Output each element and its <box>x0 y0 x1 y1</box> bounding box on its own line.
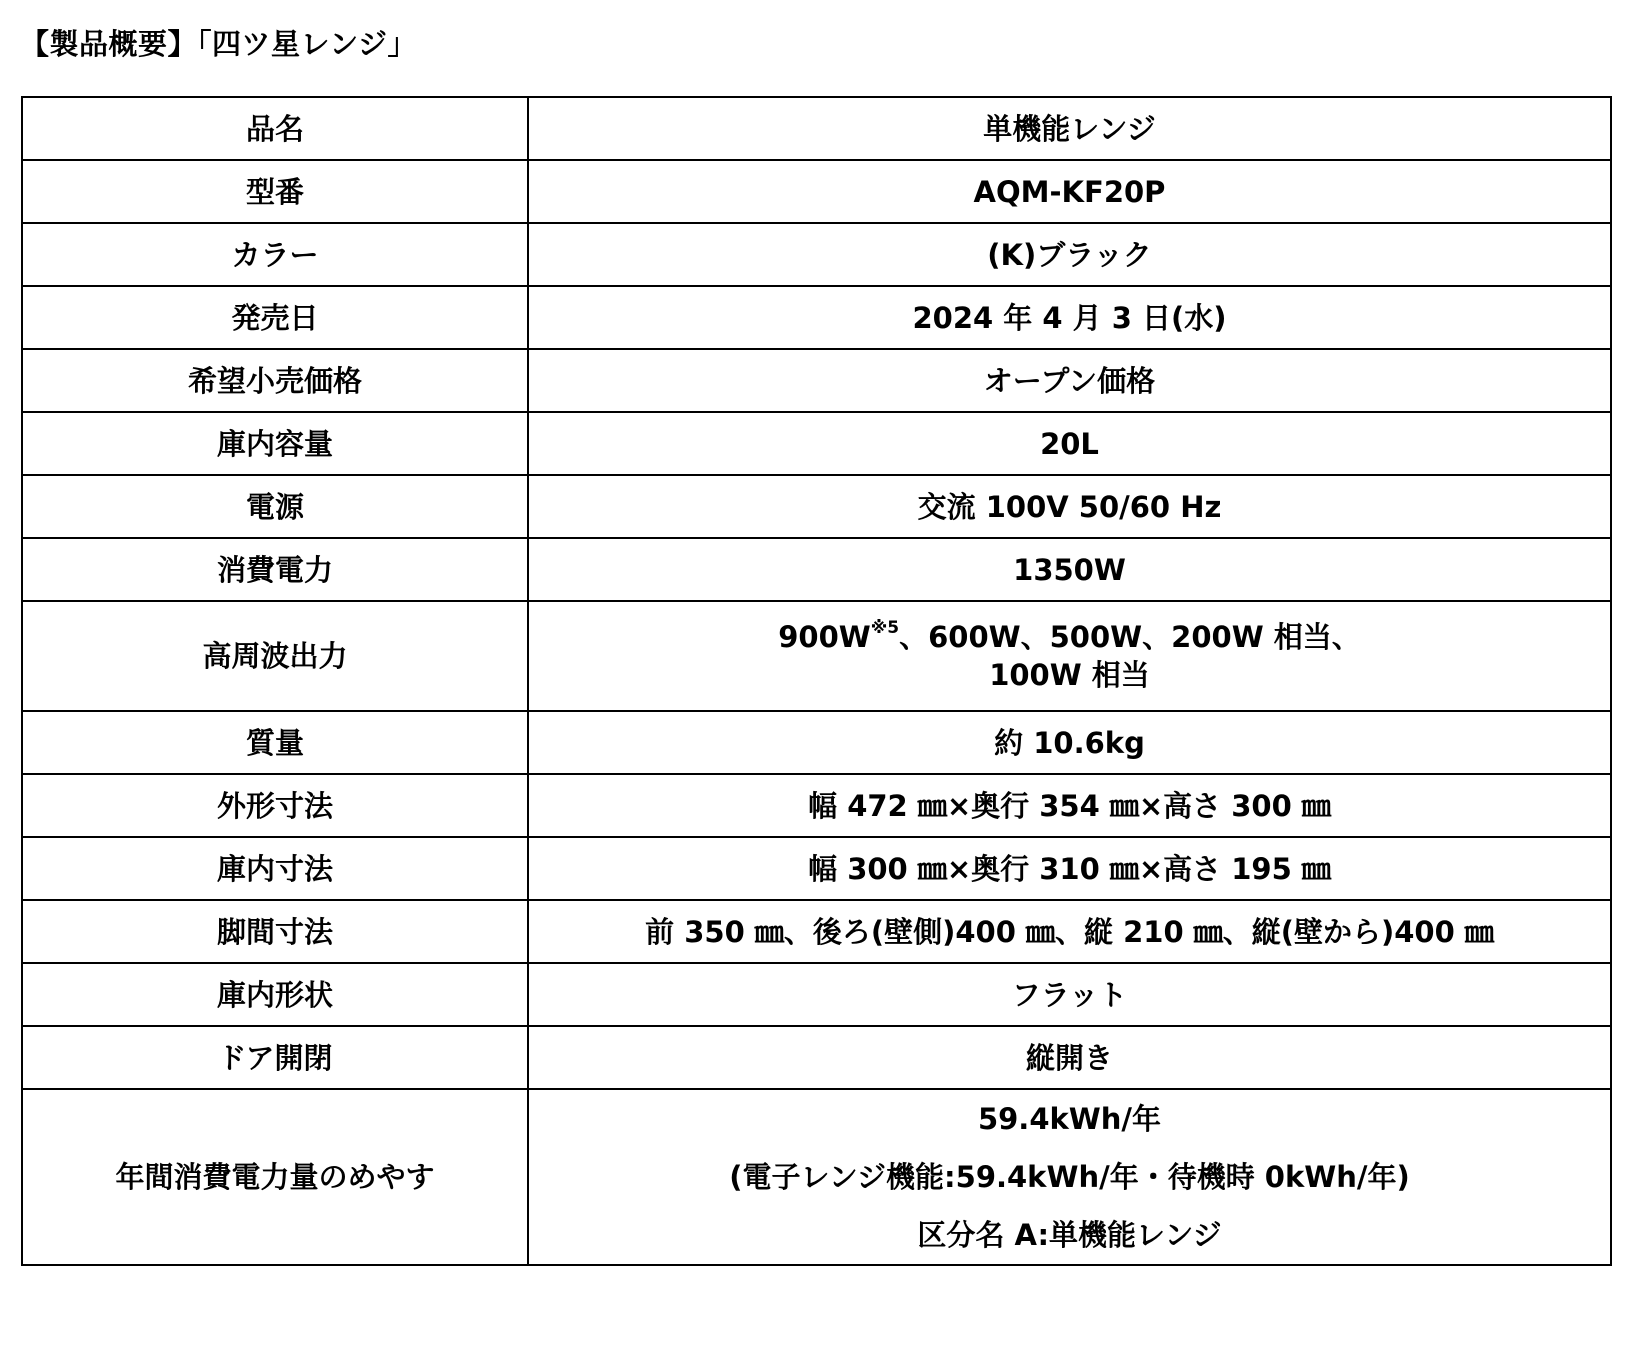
spec-row-leg-spacing <box>22 900 1611 963</box>
footnote-marker: ※5 <box>870 618 900 638</box>
spec-row-capacity <box>22 412 1611 475</box>
spec-value: 前 350 ㎜、後ろ(壁側)400 ㎜、縦 210 ㎜、縦(壁から)400 ㎜ <box>528 900 1611 963</box>
spec-row-retail-price <box>22 349 1611 412</box>
spec-value: 縦開き <box>528 1026 1611 1089</box>
spec-row-internal-dimensions <box>22 837 1611 900</box>
spec-value: 20L <box>528 412 1611 475</box>
spec-label: 質量 <box>22 711 528 774</box>
spec-label: 庫内寸法 <box>22 837 528 900</box>
spec-value: 交流 100V 50/60 Hz <box>528 475 1611 538</box>
spec-label: 高周波出力 <box>22 601 528 711</box>
spec-label: 年間消費電力量のめやす <box>22 1089 528 1265</box>
spec-label: 脚間寸法 <box>22 900 528 963</box>
spec-value: (K)ブラック <box>528 223 1611 286</box>
spec-table <box>21 96 1612 1266</box>
output-main: 900W <box>778 620 871 654</box>
spec-label: 発売日 <box>22 286 528 349</box>
spec-label: 希望小売価格 <box>22 349 528 412</box>
spec-row-release-date <box>22 286 1611 349</box>
spec-row-power-consumption <box>22 538 1611 601</box>
spec-label: 庫内形状 <box>22 963 528 1026</box>
spec-label: 庫内容量 <box>22 412 528 475</box>
spec-value: 幅 472 ㎜×奥行 354 ㎜×高さ 300 ㎜ <box>528 774 1611 837</box>
spec-value: 2024 年 4 月 3 日(水) <box>528 286 1611 349</box>
spec-value: 単機能レンジ <box>528 97 1611 160</box>
spec-row-output <box>22 601 1611 711</box>
spec-label: ドア開閉 <box>22 1026 528 1089</box>
spec-row-color <box>22 223 1611 286</box>
spec-row-interior-shape <box>22 963 1611 1026</box>
spec-label: 電源 <box>22 475 528 538</box>
energy-line-2: (電子レンジ機能:59.4kWh/年・待機時 0kWh/年) <box>729 1160 1410 1194</box>
output-line-1 <box>535 618 1604 656</box>
spec-label: 外形寸法 <box>22 774 528 837</box>
spec-value: 約 10.6kg <box>528 711 1611 774</box>
energy-line-3: 区分名 A:単機能レンジ <box>917 1218 1222 1252</box>
output-line-2: 100W 相当 <box>989 658 1150 692</box>
spec-label: 品名 <box>22 97 528 160</box>
spec-value <box>528 601 1611 711</box>
spec-row-model-number <box>22 160 1611 223</box>
spec-label: カラー <box>22 223 528 286</box>
spec-value: 幅 300 ㎜×奥行 310 ㎜×高さ 195 ㎜ <box>528 837 1611 900</box>
spec-value: 1350W <box>528 538 1611 601</box>
spec-value: オープン価格 <box>528 349 1611 412</box>
spec-row-door-opening <box>22 1026 1611 1089</box>
spec-label: 消費電力 <box>22 538 528 601</box>
document-title: 【製品概要】「四ツ星レンジ」 <box>20 27 418 61</box>
spec-row-external-dimensions <box>22 774 1611 837</box>
spec-value: フラット <box>528 963 1611 1026</box>
spec-value <box>528 1089 1611 1265</box>
spec-label: 型番 <box>22 160 528 223</box>
spec-row-power-supply <box>22 475 1611 538</box>
energy-line-1: 59.4kWh/年 <box>977 1102 1162 1136</box>
spec-value: AQM-KF20P <box>528 160 1611 223</box>
spec-row-weight <box>22 711 1611 774</box>
spec-row-annual-energy <box>22 1089 1611 1265</box>
spec-row-product-name <box>22 97 1611 160</box>
output-rest: 、600W、500W、200W 相当、 <box>899 620 1361 654</box>
